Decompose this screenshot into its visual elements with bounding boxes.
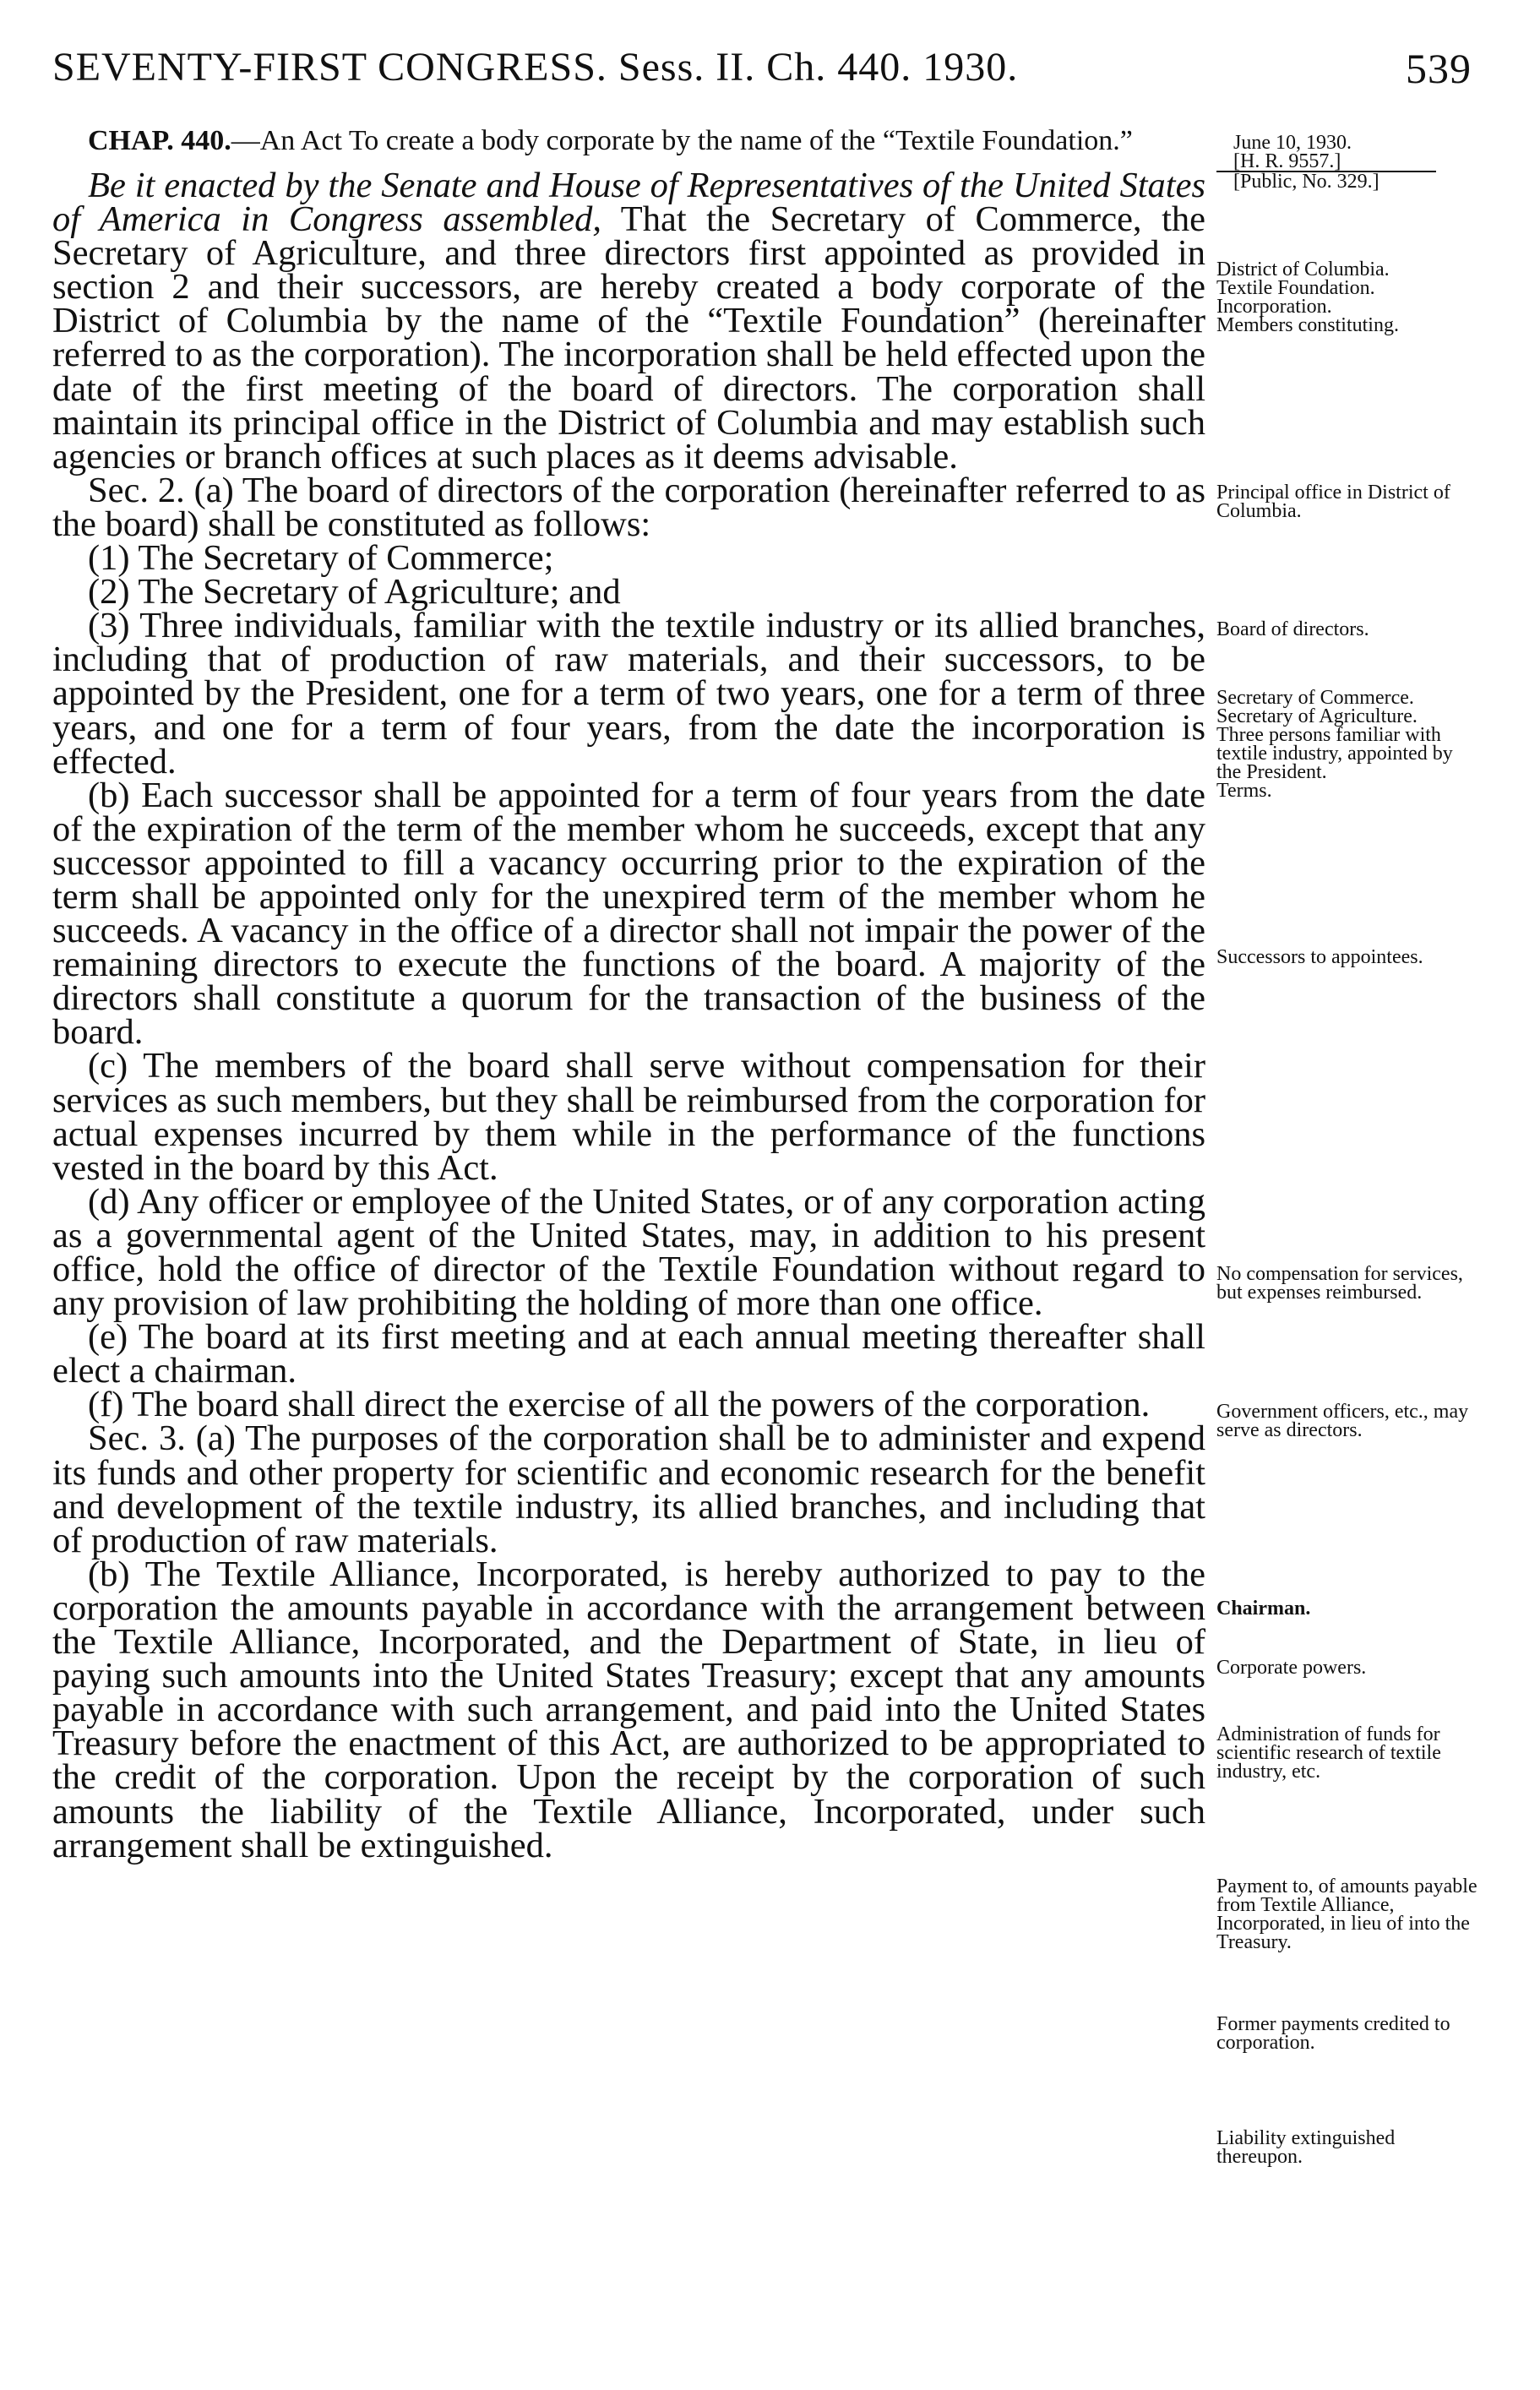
margin-note-liability [1216,2129,1478,2166]
margin-note-chairman [1216,1599,1478,1618]
margin-note: Successors to appointees. [1216,946,1423,968]
margin-note: Payment to, of amounts payable from Textile Alliance, Incorporated, in lieu of into the Treasury. [1216,1876,1477,1953]
running-title: SEVENTY-FIRST CONGRESS. Sess. II. Ch. 440. 1930. [52,45,1019,90]
margin-note: Chairman. [1216,1598,1311,1620]
chapter-title: —An Act To create a body corporate by the name of the “Textile Foundation.” [231,125,1133,156]
margin-note-members [1216,689,1478,800]
section-2a: Sec. 2. (a) The board of directors of the corporation (hereinafter referred to as the board) shall be constituted as follows: [52,470,1205,544]
margin-note: Terms. [1216,780,1272,802]
margin-note-principal-office [1216,483,1478,520]
margin-note-payment [1216,1877,1478,1952]
margin-note: Administration of funds for scientific research of textile industry, etc. [1216,1723,1441,1783]
margin-note: Former payments credited to corporation. [1216,2013,1450,2054]
section-2c: (c) The members of the board shall serve without compensation for their services as such members, but they shall be reimbursed from the corporation for actual expenses incurred by them while in the performance of the functions vested in the board by this Act. [52,1046,1205,1188]
section-2f: (f) The board shall direct the exercise of all the powers of the corporation. [88,1385,1151,1425]
chapter-heading [52,125,1205,157]
section-2e: (e) The board at its first meeting and at each annual meeting thereafter shall elect a chairman. [52,1317,1205,1391]
margin-note: Members constituting. [1216,314,1399,336]
margin-note-compensation [1216,1265,1478,1302]
margin-note: Liability extinguished thereupon. [1216,2127,1396,2168]
main-text [52,125,1205,1863]
section-2b: (b) Each successor shall be appointed for a term of four years from the date of the expiration of the term of the member whom he succeeds, except that any successor appointed to fill a vacancy occurring prior to the expiration of the term shall be appointed only for the unexpired term of the member whom he succeeds. A vacancy in the office of a director shall not impair the power of the remaining directors to execute the functions of the board. A majority of the directors shall constitute a quorum for the transaction of the business of the board. [52,775,1205,1053]
section-2a-item-1: (1) The Secretary of Commerce; [88,538,554,579]
section-2a-item-2: (2) The Secretary of Agriculture; and [88,572,621,612]
margin-note: Government officers, etc., may serve as directors. [1216,1401,1469,1441]
section-3a: Sec. 3. (a) The purposes of the corporation shall be to administer and expend its funds and other property for scientific and economic research for the benefit and development of the textile industry, its allied branches, and including that of production of raw materials. [52,1418,1205,1560]
margin-note: Secretary of Agriculture. [1216,705,1418,727]
section-1-text: That the Secretary of Commerce, the Secretary of Agriculture, and three directors first appointed as provided in section 2 and their successors, are hereby created a body corporate of the District of Columbia by the name of the “Textile Foundation” (hereinafter referred to as the corporation). The incorporation shall be held effected upon the date of the first meeting of the board of directors. The corporation shall maintain its principal office in the District of Columbia and may establish such agencies or branch offices at such places as it deems advisable. [52,199,1205,476]
margin-bill: [H. R. 9557.] [1233,150,1341,172]
margin-approval-block [1216,133,1478,191]
margin-note: No compensation for services, but expenses reimbursed. [1216,1263,1463,1304]
margin-date: June 10, 1930. [1233,132,1352,154]
section-3b: (b) The Textile Alliance, Incorporated, is hereby authorized to pay to the corporation the amounts payable in accordance with the arrangement between the Textile Alliance, Incorporated, and the Department of State, in lieu of paying such amounts into the United States Treasury; except that any amounts payable in accordance with such arrangement, and paid into the United States Treasury before the enactment of this Act, are authorized to be appropriated to the credit of the corporation. Upon the receipt by the corporation of such amounts the liability of the Textile Alliance, Incorporated, under such arrangement shall be extinguished. [52,1554,1205,1865]
margin-note: Incorporation. [1216,296,1332,318]
margin-note: Textile Foundation. [1216,277,1375,299]
margin-note: Corporate powers. [1216,1657,1367,1679]
margin-note-board [1216,620,1478,639]
margin-public-law: [Public, No. 329.] [1233,171,1379,193]
margin-note-government-officers [1216,1402,1478,1440]
margin-note-research [1216,1725,1478,1781]
page-number: 539 [1406,45,1472,92]
margin-note-corporate-powers [1216,1658,1478,1677]
margin-note-incorporation [1216,260,1478,335]
margin-note-former-payments [1216,2015,1478,2052]
margin-note: District of Columbia. [1216,259,1390,280]
section-2a-item-3: (3) Three individuals, familiar with the textile industry or its allied branches, including that of production of raw materials, and their successors, to be appointed by the President, one for a term of two years, one for a term of three years, and one for a term of four years, from the date the incorporation is effected. [52,606,1205,781]
enacting-clause: Be it enacted by the Senate and House of Representatives of the United States of America in Congress assembled, [52,166,1205,240]
margin-note: Principal office in District of Columbia. [1216,482,1450,522]
section-1 [52,166,1205,476]
section-2d: (d) Any officer or employee of the United States, or of any corporation acting as a governmental agent of the United States, may, in addition to his present office, hold the office of director of the Textile Foundation without regard to any provision of law prohibiting the holding of more than one office. [52,1181,1205,1324]
margin-note: Secretary of Commerce. [1216,687,1414,709]
margin-note: Three persons familiar with textile industry, appointed by the President. [1216,724,1453,783]
running-head [52,44,1472,90]
margin-note-successors [1216,948,1478,966]
chapter-label: CHAP. 440. [88,125,231,156]
margin-note: Board of directors. [1216,618,1369,640]
